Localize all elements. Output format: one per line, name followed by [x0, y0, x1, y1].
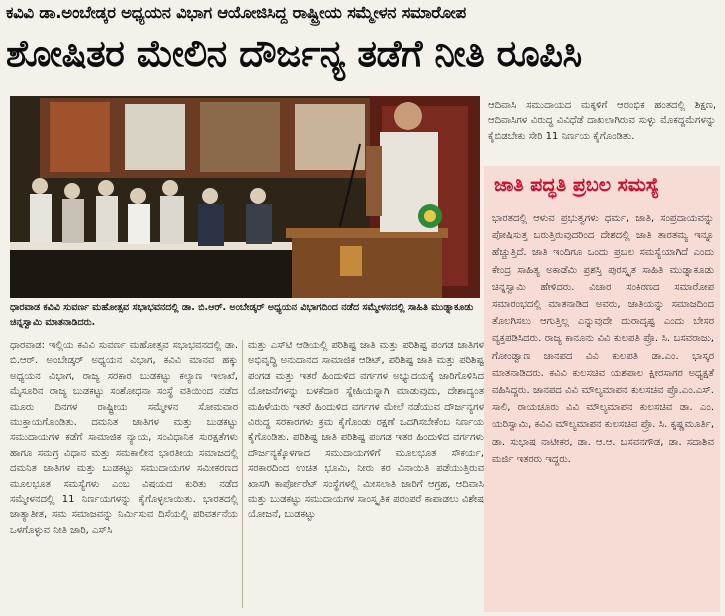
- photo-caption: ಧಾರವಾಡ ಕವಿವಿ ಸುವರ್ಣ ಮಹೋತ್ಸವ ಸಭಾಭವನದಲ್ಲಿ ಡಾ. ಬಿ.ಆರ್. ಅಂಬೇಡ್ಕರ್ ಅಧ್ಯಯನ ವಿಭಾಗದಿಂದ ನಡೆದ ಸಮ್ಮೇಳನದಲ್ಲಿ ಸಾಹಿತಿ ಮುಡ್ನಾಕೂಡು ಚಿನ್ನಸ್ವಾಮಿ ಮಾತನಾಡಿದರು.: [10, 302, 474, 328]
- article-kicker: ಕವಿವಿ ಡಾ.ಅಂಬೇಡ್ಕರ ಅಧ್ಯಯನ ವಿಭಾಗ ಆಯೋಜಿಸಿದ್ದ ರಾಷ್ಟ್ರೀಯ ಸಮ್ಮೇಳನ ಸಮಾರೋಪ: [6, 3, 466, 22]
- article-headline: ಶೋಷಿತರ ಮೇಲಿನ ದೌರ್ಜನ್ಯ ತಡೆಗೆ ನೀತಿ ರೂಪಿಸಿ: [6, 32, 582, 75]
- body-column-3: ಆದಿವಾಸಿ ಸಮುದಾಯದ ಮಕ್ಕಳಿಗೆ ಆರಂಭಿಕ ಹಂತದಲ್ಲಿ ಶಿಕ್ಷಣ, ಆದಿವಾಸಿಗಳ ವಿರುದ್ಧ ವಿವಿಧೆಡೆ ದಾಖಲಾಗಿರುವ ಸುಳ್ಳು ಮೊಕದ್ದಮೆಗಳನ್ನು ಕೈಬಿಡಬೇಕು ಸೇರಿ 11 ನಿರ್ಣಯ ಕೈಗೊಂಡಿತು.: [488, 100, 716, 142]
- body-column-1: ಧಾರವಾಡ: ಇಲ್ಲಿಯ ಕವಿವಿ ಸುವರ್ಣ ಮಹೋತ್ಸವ ಸಭಾಭವನದಲ್ಲಿ ಡಾ. ಬಿ.ಆರ್. ಅಂಬೇಡ್ಕರ್ ಅಧ್ಯಯನ ವಿಭಾಗ, ಕವಿವಿ ಮಾನವ ಹಕ್ಕು ಅಧ್ಯಯನ ವಿಭಾಗ, ರಾಜ್ಯ ಸರಕಾರ ಬುಡಕಟ್ಟು ಕಲ್ಯಾಣ ಇಲಾಖೆ, ಮೈಸೂರಿನ ರಾಜ್ಯ ಬುಡಕಟ್ಟು ಸಂಶೋಧನಾ ಸಂಸ್ಥೆ ವತಿಯಿಂದ ನಡೆದ ಮೂರು ದಿನಗಳ ರಾಷ್ಟ್ರೀಯ ಸಮ್ಮೇಳನ ಸೋಮವಾರ ಮುಕ್ತಾಯಗೊಂಡಿತು. ದಮನಿತ ಜಾತಿಗಳ ಮತ್ತು ಬುಡಕಟ್ಟು ಸಮುದಾಯಗಳ ಕಡೆಗೆ ಸಾಮಾಜಿಕ ನ್ಯಾಯ, ಸಂವಿಧಾನಿಕ ಸುರಕ್ಷತೆಗಳು ಹಾಗೂ ಸಮಗ್ರ ವಿಧಾನ ಮತ್ತು ಸಮಕಾಲೀನ ಭಾರತೀಯ ಸಮಾಜದಲ್ಲಿ ದಮನಿತ ಜಾತಿಗಳ ಮತ್ತು ಬುಡಕಟ್ಟು ಸಮುದಾಯಗಳ ಸಮೀಕರಣದ ಮೂಲಭೂತ ಸಮಸ್ಯೆಗಳು ಎಂಬ ವಿಷಯದ ಕುರಿತು ನಡೆದ ಸಮ್ಮೇಳನದಲ್ಲಿ 11 ನಿರ್ಣಯಗಳನ್ನು ಕೈಗೊಳ್ಳಲಾಯಿತು. ಭಾರತದಲ್ಲಿ ಜಾತ್ಯಾತೀತ, ಸಮ ಸಮಾಜವನ್ನು ನಿರ್ಮಿಸುವ ದಿಸೆಯಲ್ಲಿ ಪರಿವರ್ತನೆಯ ಒಳಗೊಳ್ಳುವ ನೀತಿ ಜಾರಿ, ಎಸ್‌ಸಿ: [10, 340, 238, 536]
- sidebar-body: ಭಾರತದಲ್ಲಿ ಆಳುವ ಪ್ರಭುತ್ವಗಳು ಧರ್ಮ, ಜಾತಿ, ಸಂಪ್ರದಾಯವನ್ನು ಪೋಷಿಸುತ್ತ ಬರುತ್ತಿರುವುದರಿಂದ ದೇಶದಲ್ಲಿ ಜಾತಿ ತಾರತಮ್ಯ ಇನ್ನೂ ಹೆಚ್ಚುತ್ತಿದೆ. ಜಾತಿ ಇಂದಿಗೂ ಒಂದು ಪ್ರಬಲ ಸಮಸ್ಯೆಯಾಗಿದೆ ಎಂದು ಕೇಂದ್ರ ಸಾಹಿತ್ಯ ಅಕಾಡೆಮಿ ಪ್ರಶಸ್ತಿ ಪುರಸ್ಕೃತ ಸಾಹಿತಿ ಮುಡ್ನಾಕೂಡು ಚಿನ್ನಸ್ವಾಮಿ ಹೇಳಿದರು. ವಿಚಾರ ಸಂಕಿರಣದ ಸಮಾರೋಪ ಸಮಾರಂಭದಲ್ಲಿ ಮಾತನಾಡಿದ ಅವರು, ಜಾತಿಯನ್ನು ಸಮಾಜದಿಂದ ತೊಲಗಿಸಲು ಆಗುತ್ತಿಲ್ಲ ಎನ್ನುವುದೇ ದುರಾದೃಷ್ಟ ಎಂದು ಬೇಸರ ವ್ಯಕ್ತಪಡಿಸಿದರು. ರಾಜ್ಯ ಕಾನೂನು ವಿವಿ ಕುಲಪತಿ ಪ್ರೊ. ಸಿ. ಬಸವರಾಜು, ಗೋಂಡ್ವಾಣ ಜಾನಪದ ವಿವಿ ಕುಲಪತಿ ಡಾ.ಎಂ. ಭಾಸ್ಕರ ಮಾತನಾಡಿದರು. ಕವಿವಿ ಕುಲಸಚಿವ ಯಶಪಾಲ ಕ್ಷೀರಸಾಗರ ಅಧ್ಯಕ್ಷತೆ ವಹಿಸಿದ್ದರು. ಜಾನಪದ ವಿವಿ ಮೌಲ್ಯಮಾಪನ ಕುಲಸಚಿವ ಪ್ರೊ.ಎಂ.ಎಸ್. ಸಾಲಿ, ರಾಯಚೂರು ವಿವಿ ಮೌಲ್ಯಮಾಪನ ಕುಲಸಚಿವ ಡಾ. ಎಂ. ಯರಿಸ್ವಾಮಿ, ಕವಿವಿ ಮೌಲ್ಯಮಾಪನ ಕುಲಸಚಿವ ಪ್ರೊ. ಸಿ. ಕೃಷ್ಣಮೂರ್ತಿ, ಡಾ. ಸುಭಾಷ ನಾಟೀಕರ, ಡಾ. ಆ.ಆ. ಬಸವನಗೌಡ, ಡಾ. ಸದಾಶಿವ ಮರ್ಜಿ ಇತರರು ಇದ್ದರು.: [492, 213, 714, 465]
- stage-photo-illustration: [10, 96, 480, 298]
- news-photo: [10, 96, 480, 298]
- column-divider: [242, 340, 243, 608]
- body-column-2: ಮತ್ತು ಎಸ್‌ಟಿ ಆಡಿಯಲ್ಲಿ ಪರಿಶಿಷ್ಟ ಜಾತಿ ಮತ್ತು ಪರಿಶಿಷ್ಟ ಪಂಗಡ ಜಾತಿಗಳ ಅಭಿವೃದ್ಧಿ ಅನುದಾನದ ಸಾಮಾಜಿಕ ಆಡಿಟ್, ಪರಿಶಿಷ್ಟ ಜಾತಿ ಮತ್ತು ಪರಿಶಿಷ್ಟ ಪಂಗಡ ಮತ್ತು ಇತರೆ ಹಿಂದುಳಿದ ವರ್ಗಗಳ ಅಭ್ಯುದಯಕ್ಕೆ ಜಾರಿಗೊಳಿಸಿದ ಯೋಜನೆಗಳನ್ನು ಬಳಕೆದಾರ ಸ್ನೇಹಿಯನ್ನಾಗಿ ಮಾಡುವುದು, ದೇಶಾದ್ಯಂತ ಮಹಿಳೆಯರು ಇತರೆ ಹಿಂದುಳಿದ ವರ್ಗಗಳ ಮೇಲೆ ನಡೆಯುವ ದೌರ್ಜನ್ಯಗಳ ವಿರುದ್ಧ ಸರಕಾರಗಳು ಕ್ರಮ ಕೈಗೊಂಡು ರಕ್ಷಣೆ ಒದಗಿಸಬೇಕೆಂಬ ನಿರ್ಣಯ ಕೈಗೊಂಡಿತು. ಪರಿಶಿಷ್ಟ ಜಾತಿ ಪರಿಶಿಷ್ಟ ಪಂಗಡ ಇತರ ಹಿಂದುಳಿದ ವರ್ಗಗಳು ದೌರ್ಜನ್ಯಕ್ಕೊಳಗಾದ ಸಮುದಾಯಗಳಿಗೆ ಮೂಲಭೂತ ಸೌಕರ್ಯ, ಸರಕಾರದಿಂದ ಉಚಿತ ಭೂಮಿ, ನೀರು ಕರ ವಿನಾಯಿತಿ ಪಡೆಯುತ್ತಿರುವ ಖಾಸಗಿ ಕಾರ್ಪೋರೆಟ್ ಸಂಸ್ಥೆಗಳಲ್ಲಿ ಮೀಸಲಾತಿ ಜಾರಿಗೆ ಆಗ್ರಹ, ಆದಿವಾಸಿ ಮತ್ತು ಬುಡಕಟ್ಟು ಸಮುದಾಯಗಳ ಸಾಂಸ್ಕೃತಿಕ ಪರಂಪರೆ ಕಾಪಾಡಲು ವಿಶೇಷ ಯೋಜನೆ, ಬುಡಕಟ್ಟು: [248, 340, 484, 521]
- sidebar-heading: ಜಾತಿ ಪದ್ಧತಿ ಪ್ರಬಲ ಸಮಸ್ಯೆ: [494, 174, 660, 196]
- sidebar-box: [484, 166, 720, 612]
